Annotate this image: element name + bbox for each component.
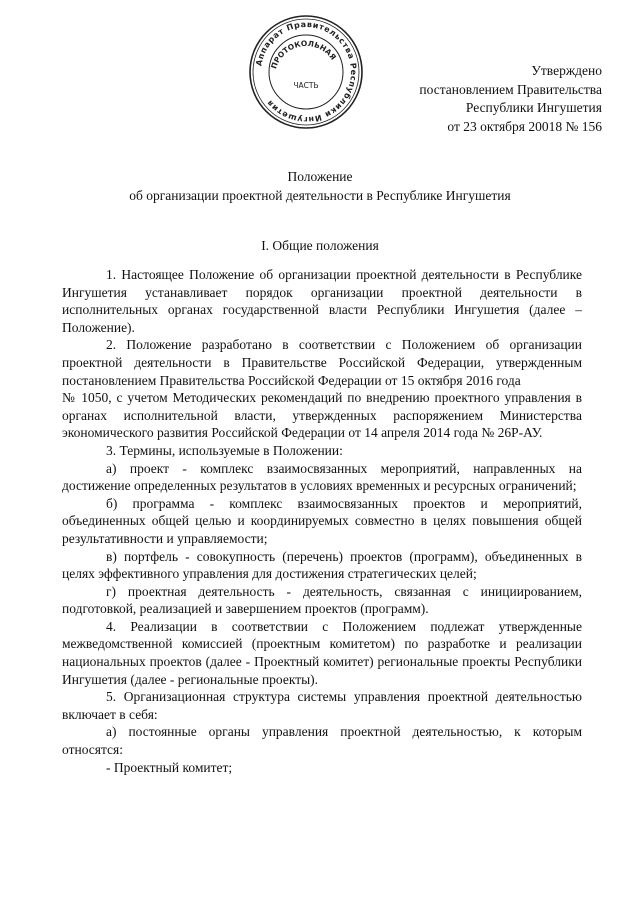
paragraph-3b: б) программа - комплекс взаимосвязанных проектов и мероприятий, объединенных общей целью и координируемых совместно в целях повышения общей результативности и управляемости; [62, 495, 582, 546]
stamp-outer-text: Аппарат Правительства Республики Ингушетия [254, 19, 359, 125]
paragraph-4: 4. Реализации в соответствии с Положением подлежат утвержденные межведомственной комиссией (проектным комитетом) по разработке и реализации национальных проектов (далее - Проектный комитет) региональные проекты Республики Ингушетия (далее - региональные проекты). [62, 618, 582, 687]
title-line-1: Положение [287, 169, 353, 184]
paragraph-3: 3. Термины, используемые в Положении: [106, 442, 343, 458]
document-title [40, 168, 600, 205]
document-body [62, 266, 582, 776]
section-heading: I. Общие положения [261, 238, 379, 253]
paragraph-3d: г) проектная деятельность - деятельность, связанная с инициированием, подготовкой, реализацией и завершением проектов (программ). [62, 583, 582, 617]
approval-line-2: постановлением Правительства [419, 81, 602, 97]
stamp-center-text: ЧАСТЬ [293, 81, 319, 90]
approval-block [302, 62, 602, 136]
approval-line-1: Утверждено [531, 63, 602, 78]
paragraph-2-continued: № 1050, с учетом Методических рекомендаций по внедрению проектного управления в органах исполнительной власти, утвержденных распоряжением Министерства экономического развития Российской Федерации от 14 апреля 2014 года № 26Р-АУ. [62, 390, 582, 441]
title-line-2: об организации проектной деятельности в Республике Ингушетия [129, 187, 511, 203]
paragraph-2: 2. Положение разработано в соответствии с Положением об организации проектной деятельности в Правительстве Российской Федерации, утвержденным постановлением Правительства Российской Федерации от 15 октября 2016 года [62, 337, 582, 388]
paragraph-5a: а) постоянные органы управления проектной деятельностью, к которым относятся: [62, 724, 582, 758]
paragraph-1: 1. Настоящее Положение об организации проектной деятельности в Республике Ингушетия устанавливает порядок организации проектной деятельности в исполнительных органах государственной власти Республики Ингушетия (далее – Положение). [62, 267, 582, 335]
paragraph-3a: а) проект - комплекс взаимосвязанных мероприятий, направленных на достижение определенных результатов в условиях временных и ресурсных ограничений; [62, 460, 582, 494]
approval-line-3: Республики Ингушетия [465, 100, 602, 115]
paragraph-5: 5. Организационная структура системы управления проектной деятельностью включает в себя: [62, 689, 582, 722]
stamp-inner-text: ПРОТОКОЛЬНАЯ [269, 38, 338, 70]
paragraph-5a-item-1: - Проектный комитет; [106, 759, 233, 775]
approval-line-4: от 23 октября 20018 № 156 [447, 118, 602, 134]
paragraph-3c: в) портфель - совокупность (перечень) проектов (программ), объединенных в целях эффективного управления для достижения стратегических целей; [62, 548, 582, 582]
